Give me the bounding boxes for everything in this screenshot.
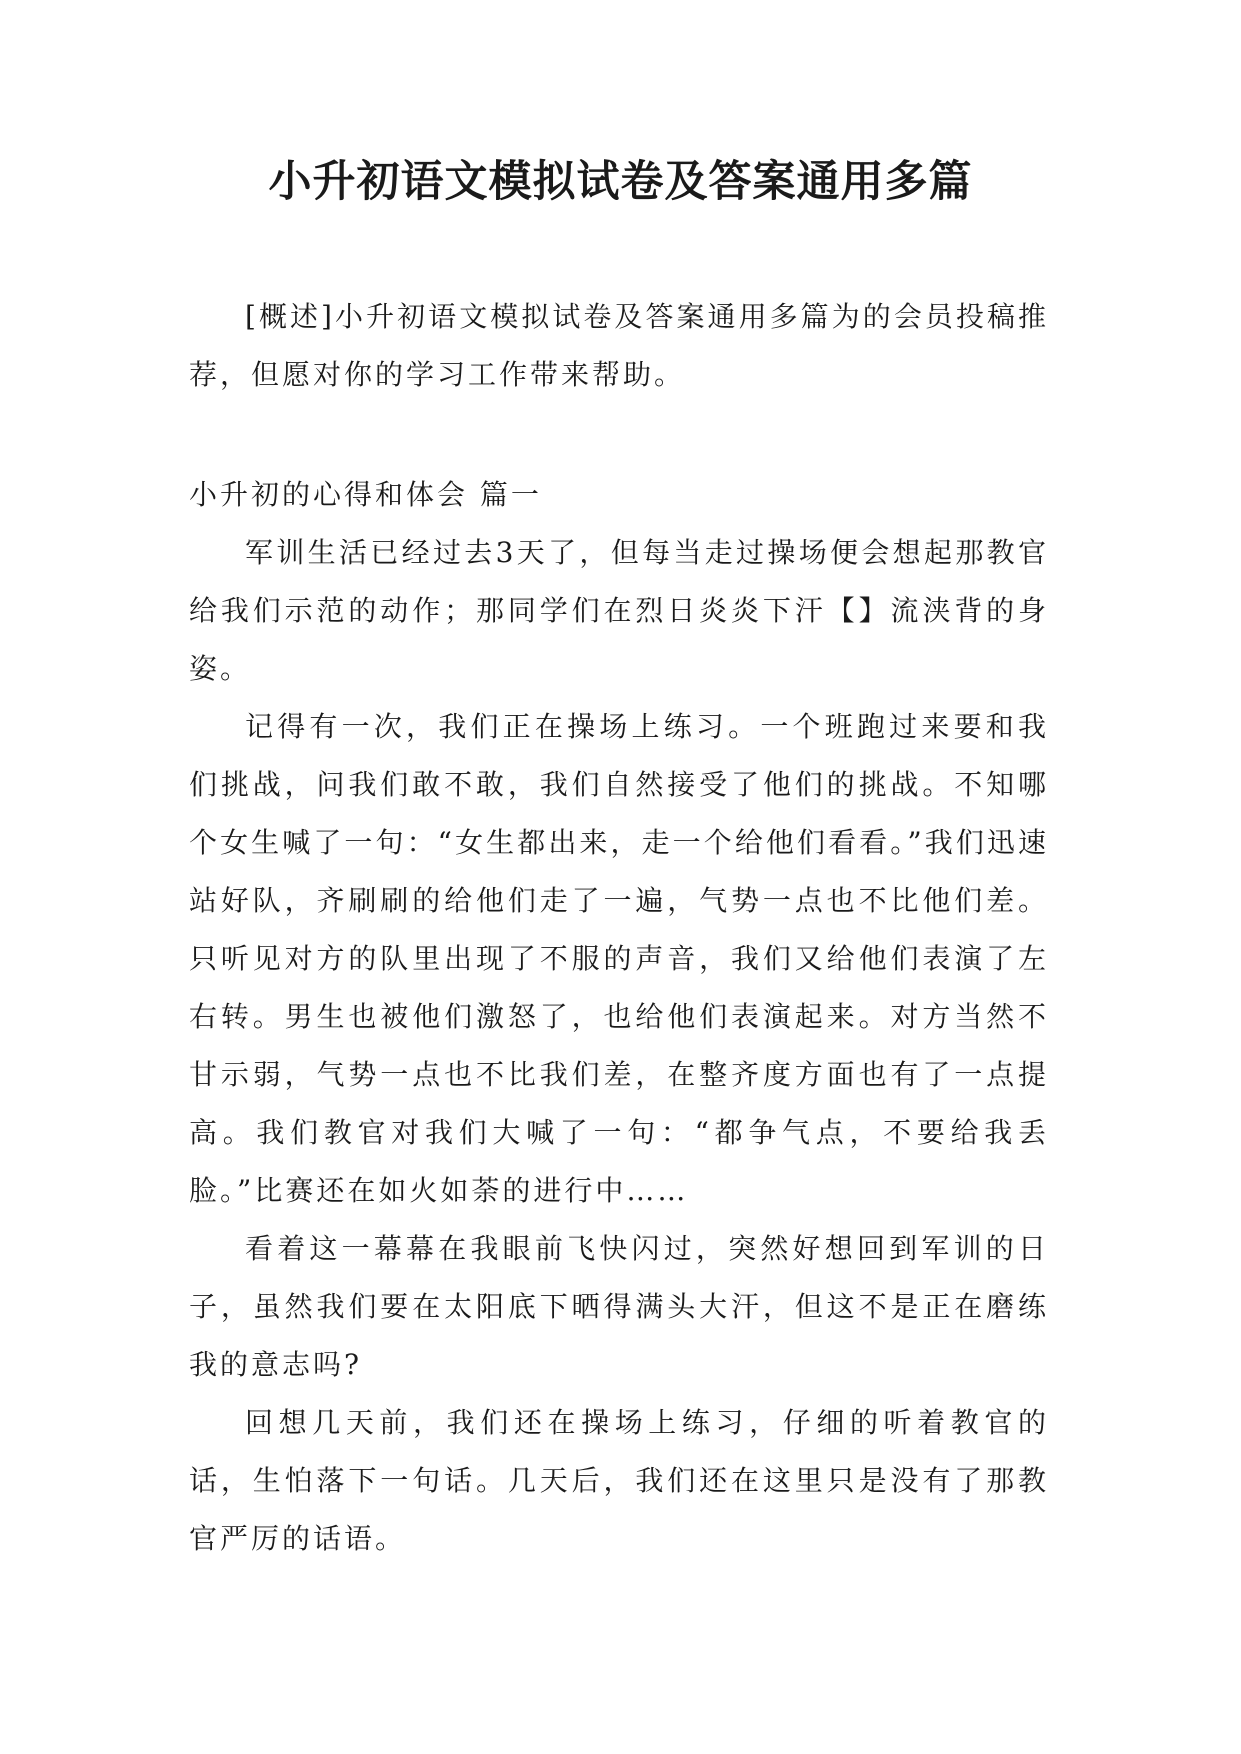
body-paragraph: 看着这一幕幕在我眼前飞快闪过，突然好想回到军训的日子，虽然我们要在太阳底下晒得满头大汗，但这不是正在磨练我的意志吗? [189,1232,1049,1381]
summary-paragraph: [概述]小升初语文模拟试卷及答案通用多篇为的会员投稿推荐，但愿对你的学习工作带来帮助。 [189,300,1049,391]
body-paragraph: 记得有一次，我们正在操场上练习。一个班跑过来要和我们挑战，问我们敢不敢，我们自然接受了他们的挑战。不知哪个女生喊了一句：“女生都出来，走一个给他们看看。”我们迅速站好队，齐刷刷的给他们走了一遍，气势一点也不比他们差。只听见对方的队里出现了不服的声音，我们又给他们表演了左右转。男生也被他们激怒了，也给他们表演起来。对方当然不甘示弱，气势一点也不比我们差，在整齐度方面也有了一点提高。我们教官对我们大喊了一句：“都争气点，不要给我丢脸。”比赛还在如火如荼的进行中…… [189,710,1049,1207]
section-heading: 小升初的心得和体会 篇一 [189,478,542,511]
body-paragraph: 回想几天前，我们还在操场上练习，仔细的听着教官的话，生怕落下一句话。几天后，我们还在这里只是没有了那教官严厉的话语。 [189,1406,1049,1555]
body-paragraph: 军训生活已经过去3天了，但每当走过操场便会想起那教官给我们示范的动作；那同学们在烈日炎炎下汗【】流浃背的身姿。 [189,536,1049,685]
document-body [189,288,1049,1568]
document-title: 小升初语文模拟试卷及答案通用多篇 [268,157,973,207]
